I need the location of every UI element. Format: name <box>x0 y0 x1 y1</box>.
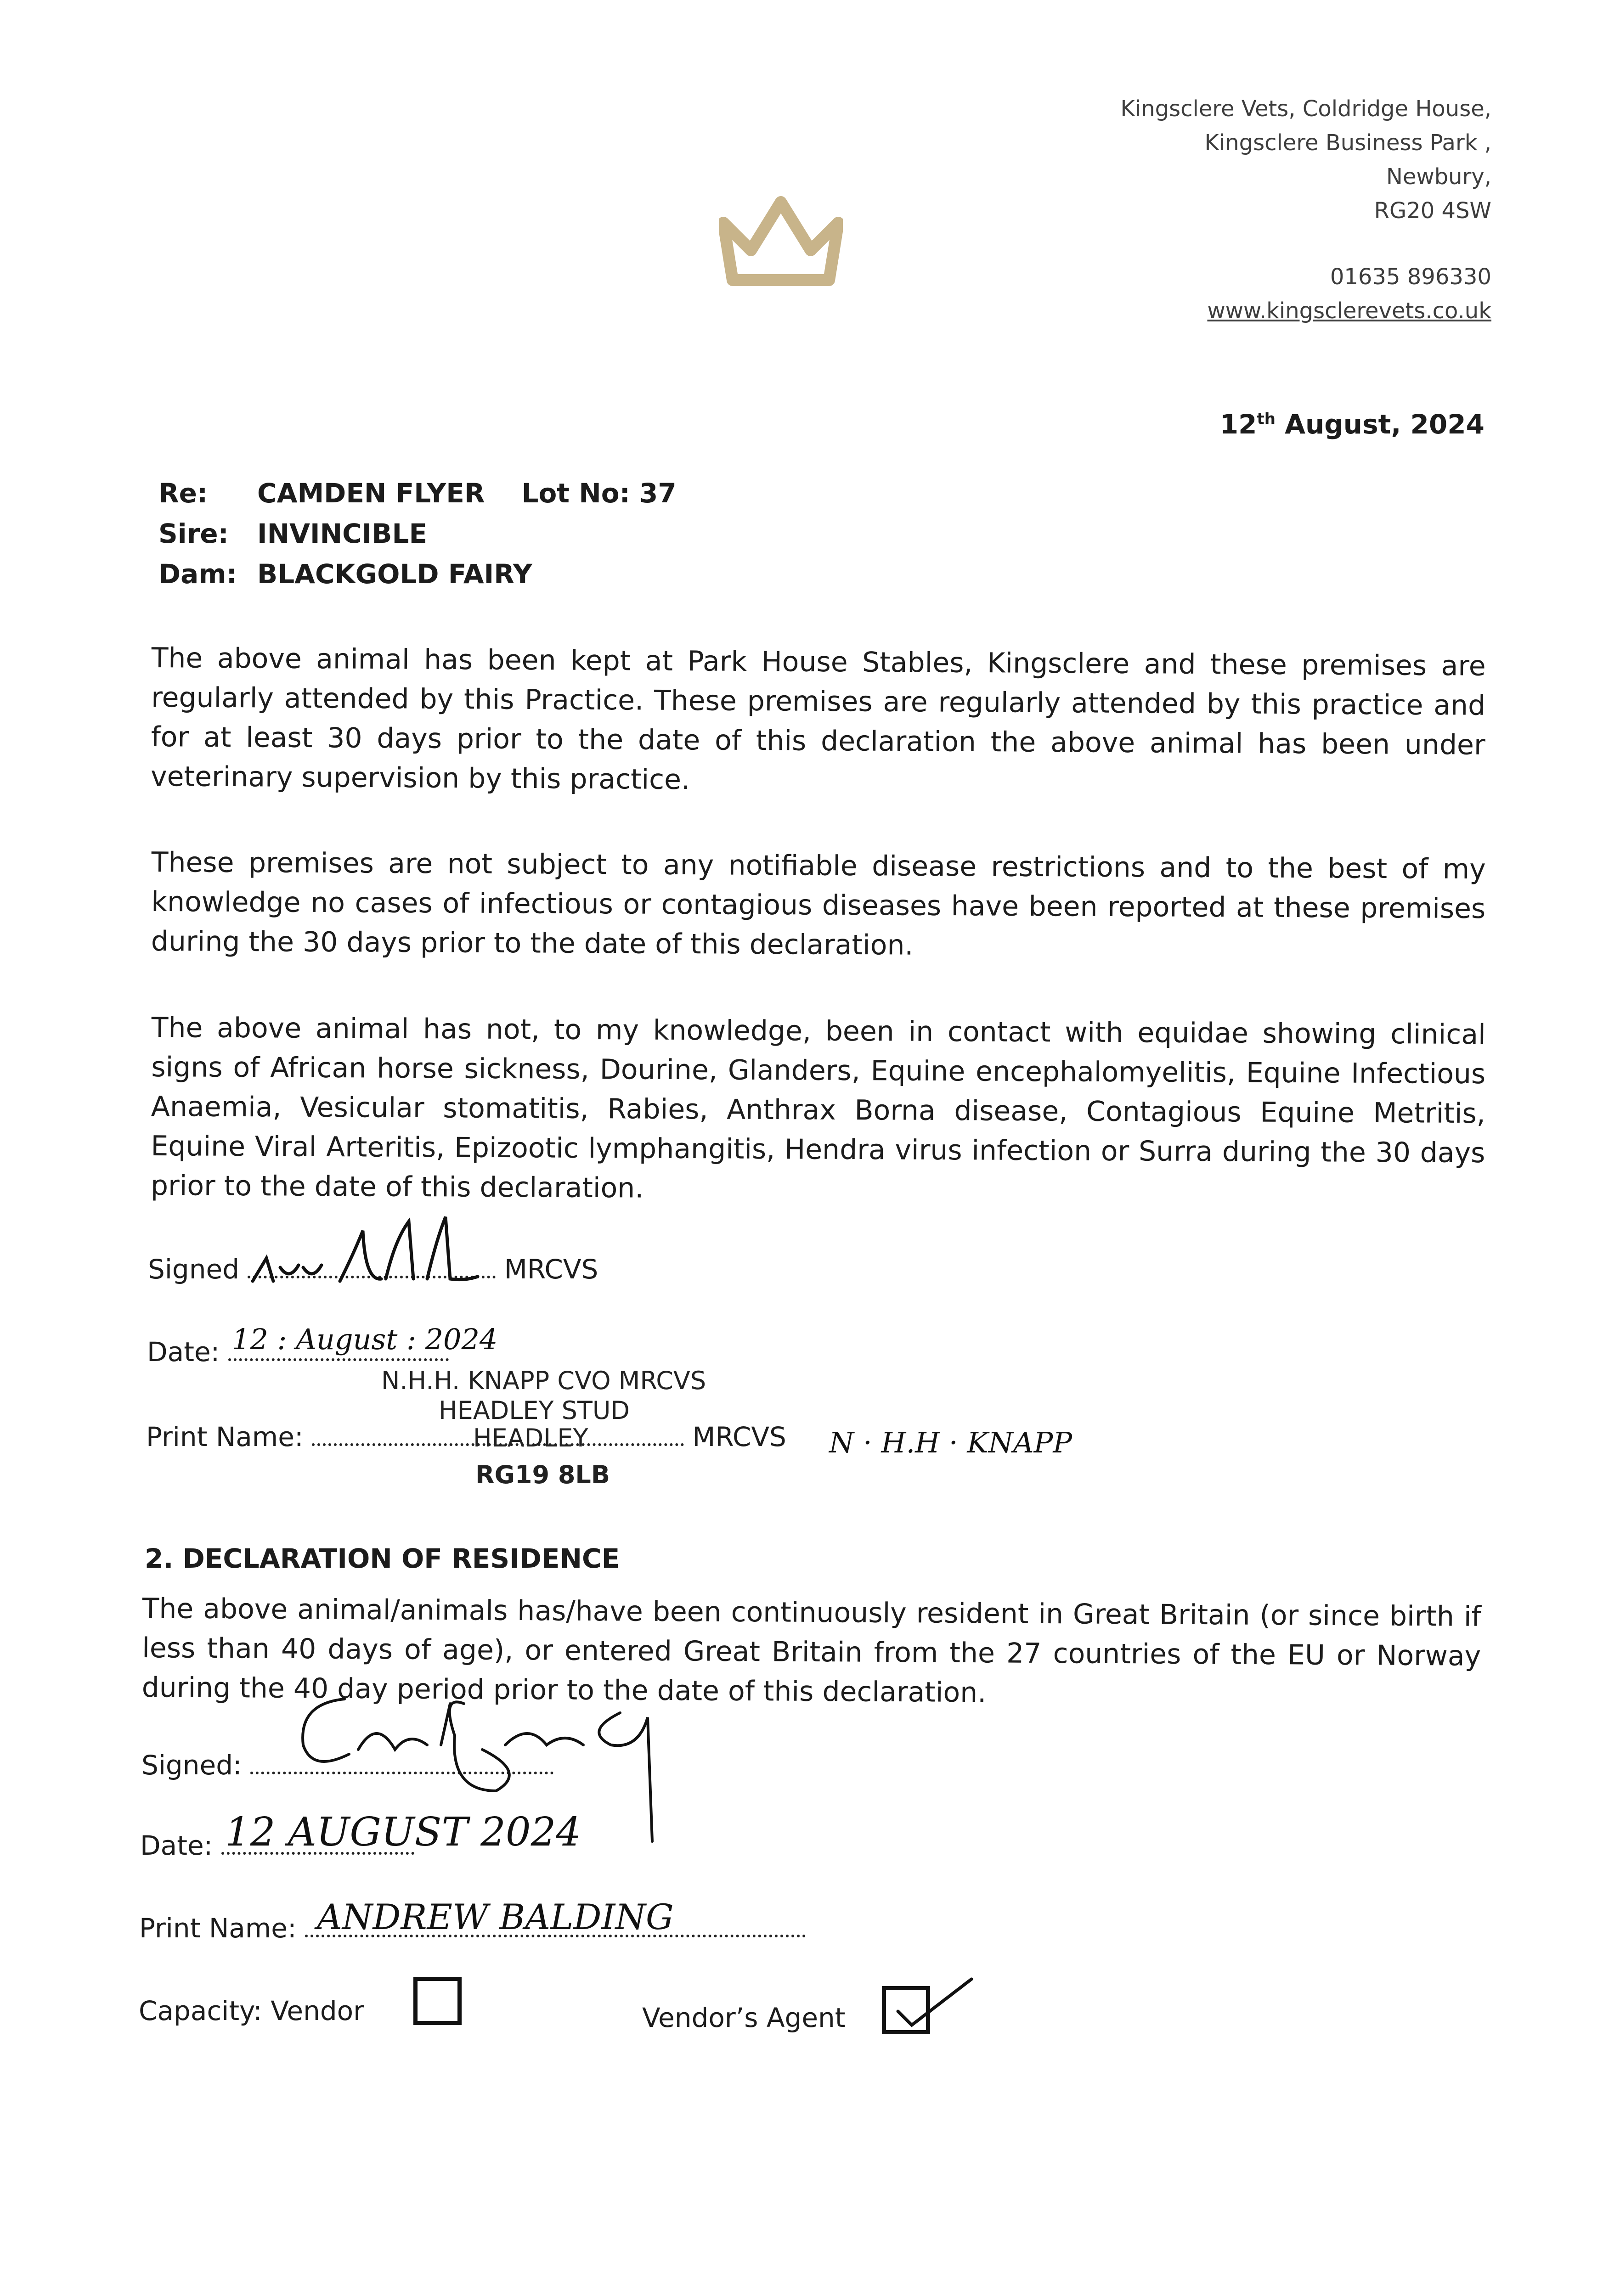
paragraph-restrictions: These premises are not subject to any notifiable disease restrictions and to the best of my knowledge no cases of infectious or contagious diseases have been reported at these premises during the 30 days prior to the date of this declaration. <box>151 846 1486 962</box>
address-line: Newbury, <box>1386 164 1491 190</box>
capacity-label: Capacity: Vendor <box>139 1995 364 2026</box>
vet-print-handwritten: N · H.H · KNAPP <box>829 1426 1072 1459</box>
signed-label: Signed <box>148 1254 240 1285</box>
sire-label: Sire: <box>158 518 229 549</box>
date-label: Date: <box>147 1336 220 1367</box>
address-line: RG20 4SW <box>1374 198 1491 224</box>
vet-signature-stroke <box>253 1217 478 1281</box>
horse-name: CAMDEN FLYER <box>257 478 485 509</box>
stamp-line-2: HEADLEY STUD <box>439 1396 630 1425</box>
print-mrcvs-label: MRCVS <box>692 1421 786 1452</box>
mrcvs-label: MRCVS <box>504 1254 598 1285</box>
re-label: Re: <box>158 478 208 509</box>
section-2-heading: 2. DECLARATION OF RESIDENCE <box>145 1543 620 1574</box>
owner-print-handwritten: ANDREW BALDING <box>317 1896 674 1937</box>
practice-website-link[interactable]: www.kingsclerevets.co.uk <box>1207 298 1491 324</box>
check-mark-stroke <box>898 1979 971 2025</box>
paragraph-diseases: The above animal has not, to my knowledge, been in contact with equidae showing clinical signs of African horse sickness, Dourine, Glanders, Equine encephalomyelitis, Equine Infectious Anaemia, Vesicular stomatitis, Rabies, Anthrax Borna disease, Contagious Equine Metritis, Equine Viral Arteritis, Epizootic lymphangitis, Hendra virus infection or Surra during the 30 days prior to the date of this declaration. <box>150 1012 1486 1204</box>
paragraph-residence: The above animal/animals has/have been continuously resident in Great Britain (or since birth if less than 40 days of age), or entered Great Britain from the 27 countries of the EU or Norway during the 40 day period prior to the date of this declaration. <box>141 1592 1481 1709</box>
horse-details <box>158 473 677 594</box>
vet-print-row <box>146 1421 786 1452</box>
paragraph-supervision: The above animal has been kept at Park House Stables, Kingsclere and these premises are regularly attended by this Practice. These premises are regularly attended by this practice and for at least 30 days prior to the date of this declaration the above animal has been under veterinary supervision by this practice. <box>150 642 1486 796</box>
dam-label: Dam: <box>158 558 237 590</box>
print-name-label: Print Name: <box>139 1913 297 1944</box>
stamp-line-1: N.H.H. KNAPP CVO MRCVS <box>381 1366 706 1395</box>
sire-name: INVINCIBLE <box>257 518 428 549</box>
stamp-line-4: RG19 8LB <box>475 1460 610 1489</box>
stamp-line-3: HEADLEY <box>473 1424 588 1452</box>
crown-shape <box>723 202 838 280</box>
date-rest: August, 2024 <box>1275 409 1485 440</box>
date-label: Date: <box>140 1830 213 1861</box>
practice-phone: 01635 896330 <box>1330 264 1491 290</box>
date-line <box>228 1358 449 1361</box>
owner-date-handwritten: 12 AUGUST 2024 <box>225 1809 581 1855</box>
signed-label: Signed: <box>141 1750 242 1781</box>
address-line: Kingsclere Vets, Coldridge House, <box>1120 96 1491 122</box>
dam-name: BLACKGOLD FAIRY <box>257 558 532 590</box>
check-mark-icon <box>893 1975 976 2034</box>
vet-date-handwritten: 12 : August : 2024 <box>232 1322 498 1356</box>
print-name-label: Print Name: <box>146 1421 304 1452</box>
practice-address <box>1120 92 1491 328</box>
vendor-agent-label: Vendor’s Agent <box>642 2002 846 2033</box>
date-suffix: th <box>1257 410 1276 428</box>
vet-signature-icon <box>248 1212 505 1300</box>
letter-date <box>1220 409 1485 440</box>
lot-label: Lot No: <box>521 478 630 509</box>
date-day: 12 <box>1219 409 1257 440</box>
lot-number: 37 <box>639 478 677 509</box>
crown-logo-icon <box>719 195 843 287</box>
vendor-checkbox[interactable] <box>413 1977 462 2025</box>
address-line: Kingsclere Business Park , <box>1204 130 1491 156</box>
